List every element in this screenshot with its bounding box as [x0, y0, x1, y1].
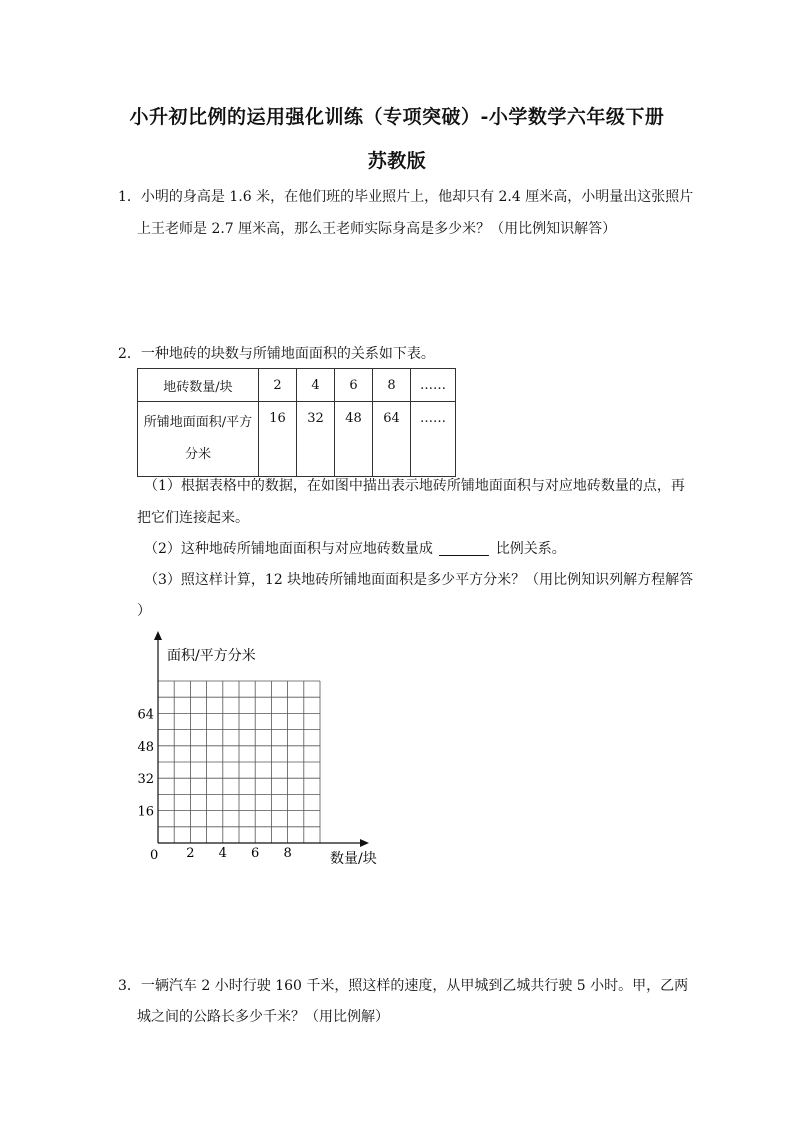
q2-sub1-line2: 把它们连接起来。: [137, 510, 249, 526]
table-row-header-line1: 所铺地面面积/平方: [143, 415, 253, 430]
q2-sub3-line2: ）: [137, 603, 151, 619]
table-cell: 6: [335, 369, 373, 402]
table-cell: 4: [297, 369, 335, 402]
q3-text-line1: 3．一辆汽车 2 小时行驶 160 千米，照这样的速度，从甲城到乙城共行驶 5 小时。甲，乙两: [118, 978, 689, 994]
y-tick-label: 48: [137, 739, 154, 755]
y-axis-arrow: [154, 631, 162, 640]
table-cell: 64: [373, 402, 411, 477]
q2-sub1-line1: （1）根据表格中的数据，在如图中描出表示地砖所铺地面面积与对应地砖数量的点，再: [144, 478, 685, 494]
table-cell: 48: [335, 402, 373, 477]
table-cell: ……: [411, 402, 456, 477]
table-cell: 32: [297, 402, 335, 477]
x-tick-label: 6: [251, 846, 260, 861]
x-axis-label: 数量/块: [330, 851, 377, 867]
page-title: 小升初比例的运用强化训练（专项突破）-小学数学六年级下册: [129, 106, 665, 128]
origin-label: 0: [150, 848, 159, 863]
table-cell: ……: [411, 369, 456, 402]
q1-text-line2: 上王老师是 2.7 厘米高，那么王老师实际身高是多少米？（用比例知识解答）: [137, 221, 617, 237]
x-tick-label: 2: [186, 846, 195, 861]
page-title-line2: 苏教版: [367, 150, 427, 172]
q2-intro: 2．一种地砖的块数与所铺地面面积的关系如下表。: [118, 346, 435, 362]
table-cell: 2: [259, 369, 297, 402]
table-row-header: 地砖数量/块: [138, 369, 259, 402]
q1-text-line1: 1．小明的身高是 1.6 米，在他们班的毕业照片上，他却只有 2.4 厘米高，小明量出这张照片: [118, 189, 694, 205]
y-axis-label: 面积/平方分米: [167, 648, 256, 664]
table-row-header-line2: 分米: [184, 447, 211, 462]
q3-text-line2: 城之间的公路长多少千米？（用比例解）: [137, 1009, 389, 1025]
q2-sub3-line1: （3）照这样计算，12 块地砖所铺地面面积是多少平方分米？（用比例知识列解方程解答: [144, 572, 694, 588]
q2-sub2-text: （2）这种地砖所铺地面面积与对应地砖数量成: [144, 541, 433, 557]
grid-lines: [158, 681, 320, 843]
x-tick-label: 4: [218, 846, 227, 861]
q2-sub2-text-end: 比例关系。: [495, 541, 566, 557]
y-tick-label: 64: [137, 707, 154, 723]
y-tick-label: 32: [137, 772, 154, 788]
x-tick-label: 8: [283, 846, 292, 861]
y-tick-label: 16: [137, 804, 154, 820]
table-cell: 8: [373, 369, 411, 402]
x-axis-arrow: [360, 839, 369, 847]
table-cell: 16: [259, 402, 297, 477]
